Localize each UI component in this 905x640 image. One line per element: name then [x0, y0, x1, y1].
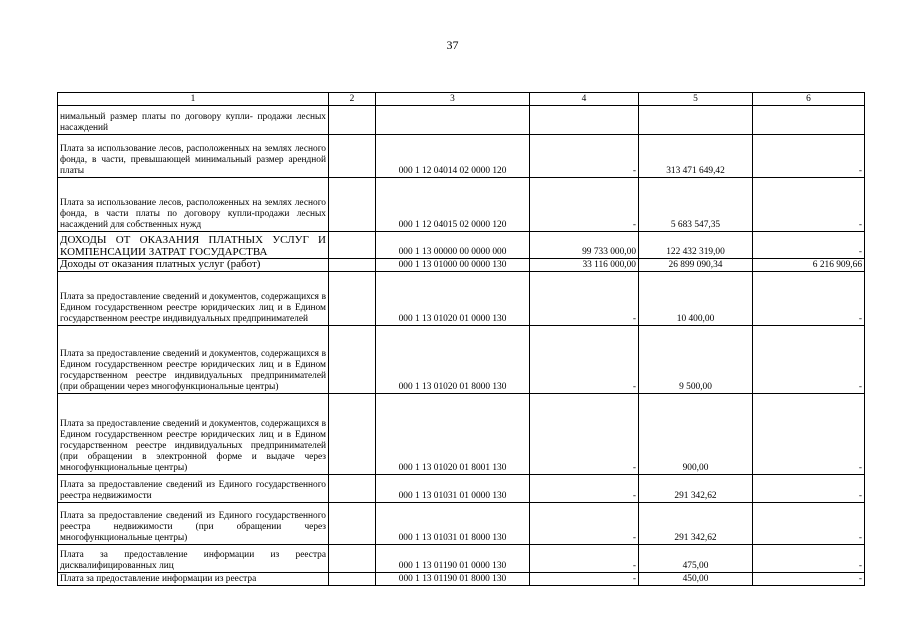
row-actual-amount: 450,00: [639, 572, 753, 585]
header-col-1: 1: [58, 93, 329, 106]
row-name: Плата за предоставление информации из реестра: [58, 572, 329, 585]
row-actual-amount: 900,00: [639, 393, 753, 474]
row-budget-code: 000 1 12 04015 02 0000 120: [376, 178, 530, 232]
row-plan-amount: -: [530, 325, 639, 393]
row-name: нимальный размер платы по договору купли- продажи лесных насаждений: [58, 106, 329, 135]
row-col-2: [329, 232, 376, 259]
row-col-2: [329, 325, 376, 393]
row-remainder-amount: -: [753, 572, 865, 585]
row-budget-code: [376, 106, 530, 135]
table-row: [58, 572, 865, 585]
table-row: [58, 178, 865, 232]
row-col-2: [329, 393, 376, 474]
row-name: Плата за предоставление сведений и документов, содержащихся в Едином государственном реестре юридических лиц и в Едином государственном реестре индивидуальных предпринимателей (при обращении в электронной форме и выдаче через многофункциональные центры): [58, 393, 329, 474]
row-remainder-amount: [753, 106, 865, 135]
row-remainder-amount: -: [753, 393, 865, 474]
row-remainder-amount: -: [753, 271, 865, 325]
row-col-2: [329, 259, 376, 272]
table-row: [58, 474, 865, 502]
row-budget-code: 000 1 13 01020 01 8001 130: [376, 393, 530, 474]
row-actual-amount: 291 342,62: [639, 502, 753, 544]
table-row: [58, 325, 865, 393]
page-number: 37: [446, 38, 459, 52]
row-budget-code: 000 1 13 01000 00 0000 130: [376, 259, 530, 272]
header-col-3: 3: [376, 93, 530, 106]
row-plan-amount: -: [530, 544, 639, 572]
row-actual-amount: 291 342,62: [639, 474, 753, 502]
table-row: [58, 393, 865, 474]
row-col-2: [329, 474, 376, 502]
table-row: [58, 232, 865, 259]
row-budget-code: 000 1 13 01031 01 0000 130: [376, 474, 530, 502]
row-actual-amount: 475,00: [639, 544, 753, 572]
row-actual-amount: 10 400,00: [639, 271, 753, 325]
row-name: Плата за использование лесов, расположенных на землях лесного фонда, в части, превышающей минимальный размер арендной платы: [58, 135, 329, 178]
row-col-2: [329, 135, 376, 178]
table-row: [58, 135, 865, 178]
row-name: Плата за предоставление сведений и документов, содержащихся в Едином государственном реестре юридических лиц и в Едином государственном реестре индивидуальных предпринимателей: [58, 271, 329, 325]
row-plan-amount: 99 733 000,00: [530, 232, 639, 259]
row-actual-amount: 5 683 547,35: [639, 178, 753, 232]
row-remainder-amount: -: [753, 232, 865, 259]
table-row: [58, 502, 865, 544]
header-row: [58, 93, 865, 106]
row-remainder-amount: -: [753, 325, 865, 393]
row-name: Плата за предоставление сведений из Единого государственного реестра недвижимости: [58, 474, 329, 502]
row-budget-code: 000 1 13 01190 01 8000 130: [376, 572, 530, 585]
row-budget-code: 000 1 13 01020 01 8000 130: [376, 325, 530, 393]
row-plan-amount: [530, 106, 639, 135]
row-actual-amount: 122 432 319,00: [639, 232, 753, 259]
row-budget-code: 000 1 13 00000 00 0000 000: [376, 232, 530, 259]
row-remainder-amount: -: [753, 544, 865, 572]
row-name: Доходы от оказания платных услуг (работ): [58, 259, 329, 272]
row-remainder-amount: -: [753, 178, 865, 232]
row-remainder-amount: 6 216 909,66: [753, 259, 865, 272]
row-name: Плата за предоставление информации из реестра дисквалифицированных лиц: [58, 544, 329, 572]
row-budget-code: 000 1 13 01020 01 0000 130: [376, 271, 530, 325]
row-plan-amount: -: [530, 178, 639, 232]
row-remainder-amount: -: [753, 135, 865, 178]
row-actual-amount: 313 471 649,42: [639, 135, 753, 178]
row-plan-amount: -: [530, 393, 639, 474]
row-plan-amount: -: [530, 474, 639, 502]
row-name: ДОХОДЫ ОТ ОКАЗАНИЯ ПЛАТНЫХ УСЛУГ И КОМПЕНСАЦИИ ЗАТРАТ ГОСУДАРСТВА: [58, 232, 329, 259]
row-actual-amount: 26 899 090,34: [639, 259, 753, 272]
row-name: Плата за использование лесов, расположенных на землях лесного фонда, в части платы по договору купли-продажи лесных насаждений для собственных нужд: [58, 178, 329, 232]
table-row: [58, 544, 865, 572]
row-col-2: [329, 502, 376, 544]
row-plan-amount: -: [530, 572, 639, 585]
row-budget-code: 000 1 13 01190 01 0000 130: [376, 544, 530, 572]
row-actual-amount: [639, 106, 753, 135]
table-body: [58, 106, 865, 586]
header-col-4: 4: [530, 93, 639, 106]
row-budget-code: 000 1 12 04014 02 0000 120: [376, 135, 530, 178]
header-col-5: 5: [639, 93, 753, 106]
row-plan-amount: -: [530, 135, 639, 178]
table-row: [58, 106, 865, 135]
row-plan-amount: -: [530, 502, 639, 544]
row-actual-amount: 9 500,00: [639, 325, 753, 393]
row-name: Плата за предоставление сведений и документов, содержащихся в Едином государственном реестре юридических лиц и в Едином государственном реестре индивидуальных предпринимателей (при обращении через многофункциональные центры): [58, 325, 329, 393]
header-col-6: 6: [753, 93, 865, 106]
row-remainder-amount: -: [753, 502, 865, 544]
row-col-2: [329, 178, 376, 232]
row-col-2: [329, 544, 376, 572]
row-name: Плата за предоставление сведений из Единого государственного реестра недвижимости (при обращении через многофункциональные центры): [58, 502, 329, 544]
row-remainder-amount: -: [753, 474, 865, 502]
row-budget-code: 000 1 13 01031 01 8000 130: [376, 502, 530, 544]
row-col-2: [329, 106, 376, 135]
row-col-2: [329, 572, 376, 585]
row-plan-amount: -: [530, 271, 639, 325]
row-plan-amount: 33 116 000,00: [530, 259, 639, 272]
header-col-2: 2: [329, 93, 376, 106]
row-col-2: [329, 271, 376, 325]
table-row: [58, 259, 865, 272]
table-row: [58, 271, 865, 325]
budget-table: [57, 92, 865, 586]
